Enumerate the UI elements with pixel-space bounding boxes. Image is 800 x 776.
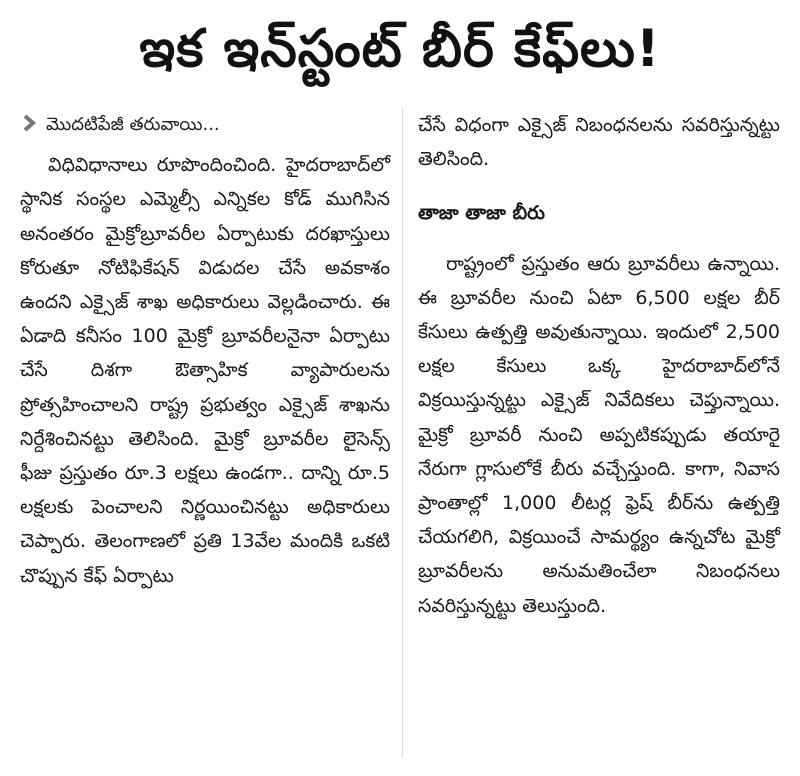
body-paragraph: చేసే విధంగా ఎక్సైజ్ నిబంధనలను సవరిస్తున్నట్టు తెలిసింది. — [418, 114, 780, 171]
right-column — [418, 108, 780, 623]
chevron-right-icon — [20, 110, 38, 128]
left-column — [20, 108, 390, 593]
body-paragraph: రాష్ట్రంలో ప్రస్తుతం ఆరు బ్రూవరీలు ఉన్నాయి. ఈ బ్రూవరీల నుంచి ఏటా 6,500 లక్షల బీర్ కేసులు ఉత్పత్తి అవుతున్నాయి. ఇందులో 2,500 లక్షల కేసులు ఒక్క హైదరాబాద్‌లోనే విక్రయిస్తున్నట్టు ఎక్సైజ్ నివేదికలు చెప్తున్నాయి. మైక్రో బ్రూవరీ నుంచి అప్పటికప్పుడు తయారై నేరుగా గ్లాసులోకే బీరు వచ్చేస్తుంది. కాగా, నివాస ప్రాంతాల్లో 1,000 లీటర్ల ఫ్రెష్ బీర్‌ను ఉత్పత్తి చేయగలిగి, విక్రయించే సామర్థ్యం ఉన్నచోట మైక్రో బ్రూవరీలను అనుమతించేలా నిబంధనలు సవరిస్తున్నట్టు తెలుస్తుంది. — [418, 252, 780, 617]
body-paragraph: విధివిధానాలు రూపొందించింది. హైదరాబాద్‌లో స్థానిక సంస్థల ఎమ్మెల్సీ ఎన్నికల కోడ్ ముగిసిన అనంతరం మైక్రోబ్రూవరీల ఏర్పాటుకు దరఖాస్తులు కోరుతూ నోటిఫికేషన్ విడుదల చేసే అవకాశం ఉందని ఎక్సైజ్ శాఖ అధికారులు వెల్లడించారు. ఈ ఏడాది కనీసం 100 మైక్రో బ్రూవరీలనైనా ఏర్పాటు చేసే దిశగా ఔత్సాహిక వ్యాపారులను ప్రోత్సహించాలని రాష్ట్ర ప్రభుత్వం ఎక్సైజ్ శాఖను నిర్దేశించినట్టు తెలిసింది. మైక్రో బ్రూవరీల లైసెన్స్ ఫీజు ప్రస్తుతం రూ.3 లక్షలు ఉండగా.. దాన్ని రూ.5 లక్షలకు పెంచాలని నిర్ణయించినట్టు అధికారులు చెప్పారు. తెలంగాణలో ప్రతి 13వేల మందికి ఒకటి చొప్పున కేఫ్ ఏర్పాటు — [20, 154, 390, 587]
headline: ఇక ఇన్‌స్టంట్ బీర్ కేఫ్‌లు! — [139, 19, 661, 79]
column-divider — [402, 108, 403, 758]
section-subheading: తాజా తాజా బీరు — [418, 202, 546, 225]
continuation-label: మొదటిపేజీ తరువాయి... — [46, 114, 220, 135]
continuation-note — [20, 108, 390, 142]
